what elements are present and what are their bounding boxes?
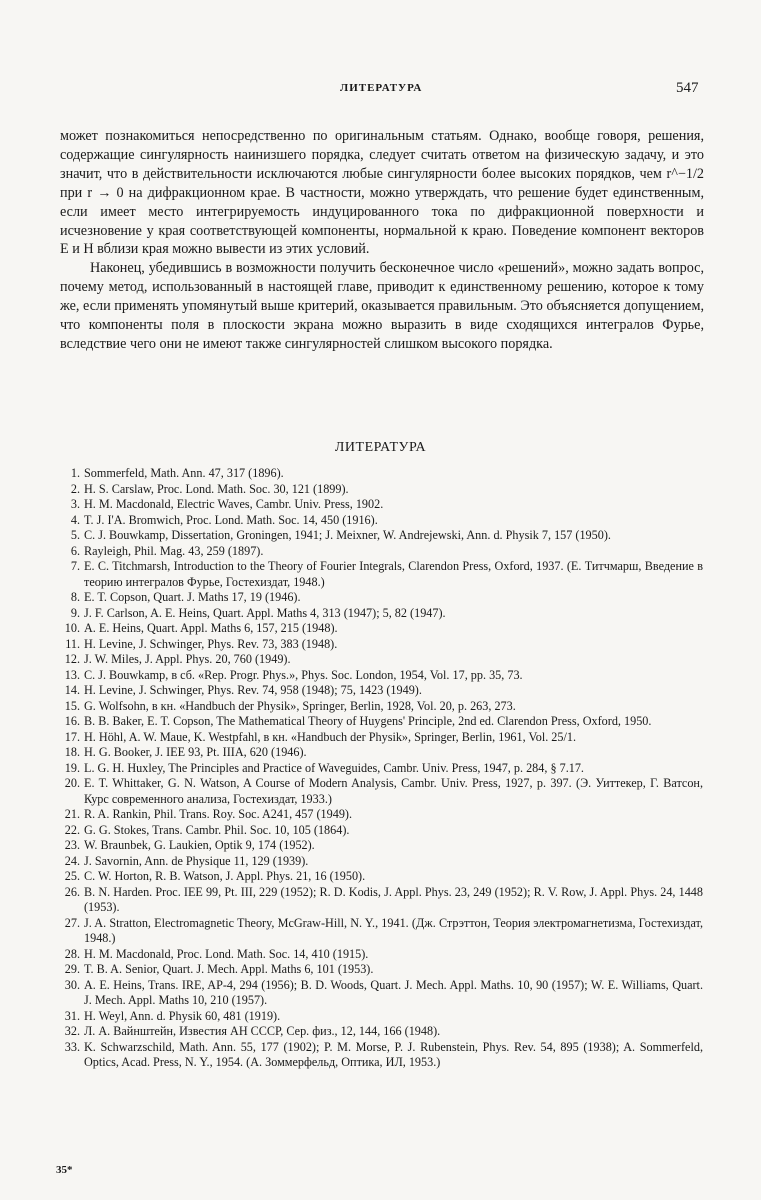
reference-number: 15. (64, 698, 80, 713)
reference-number: 5. (70, 528, 80, 542)
reference-text: J. A. Stratton, Electromagnetic Theory, McGraw-Hill, N. Y., 1941. (Дж. Стрэттон, Теория электромагнетизма, Гостехиздат, 1948.) (84, 915, 703, 945)
reference-text: C. J. Bouwkamp, в сб. «Rep. Progr. Phys.», Phys. Soc. London, 1954, Vol. 17, pp. 35, 73. (84, 667, 523, 682)
reference-number: 32. (64, 1024, 80, 1038)
reference-item (58, 823, 703, 839)
reference-item (58, 466, 703, 482)
reference-text: W. Braunbek, G. Laukien, Optik 9, 174 (1952). (84, 838, 315, 852)
reference-number: 1. (70, 466, 80, 480)
reference-text: T. B. A. Senior, Quart. J. Mech. Appl. Maths 6, 101 (1953). (84, 962, 374, 976)
reference-number: 19. (64, 760, 80, 775)
reference-item (58, 652, 703, 668)
reference-item (58, 854, 703, 870)
reference-number: 14. (64, 683, 80, 697)
reference-text: G. Wolfsohn, в кн. «Handbuch der Physik», Springer, Berlin, 1928, Vol. 20, p. 263, 273. (84, 698, 516, 713)
reference-number: 9. (70, 605, 80, 620)
reference-item (58, 513, 703, 529)
reference-text: B. N. Harden. Proc. IEE 99, Pt. III, 229 (1952); R. D. Kodis, J. Appl. Phys. 23, 249 (1952); R. V. Row, J. Appl. Phys. 24, 1448 (1953). (84, 884, 703, 914)
reference-text: E. T. Copson, Quart. J. Maths 17, 19 (1946). (84, 590, 301, 604)
reference-list (58, 466, 703, 1071)
reference-number: 12. (64, 652, 80, 666)
paragraph: может познакомиться непосредственно по оригинальным статьям. Однако, вообще говоря, решения, содержащие сингулярность наинизшего порядка, следует считать ответом на физическую задачу, и это значит, что в действительности исключаются любые сингулярности более высоких порядков, чем r^−1/2 при r → 0 на дифракционном крае. В частности, можно утверждать, что решение будет единственным, если имеет место интегрируемость индуцированного тока по дифракционной поверхности и исчезновение у края соответствующей компоненты, нормальной к краю. Поведение компонент векторов E и H вблизи края можно вывести из этих условий. (60, 128, 704, 258)
reference-number: 4. (70, 512, 80, 527)
reference-number: 11. (65, 636, 80, 651)
reference-text: Rayleigh, Phil. Mag. 43, 259 (1897). (84, 543, 264, 558)
reference-number: 28. (64, 946, 80, 961)
reference-item (58, 962, 703, 978)
reference-item (58, 621, 703, 637)
reference-item (58, 497, 703, 513)
reference-text: C. W. Horton, R. B. Watson, J. Appl. Phys. 21, 16 (1950). (84, 869, 366, 883)
reference-item (58, 559, 703, 590)
reference-text: J. Savornin, Ann. de Physique 11, 129 (1939). (84, 853, 309, 868)
reference-number: 26. (64, 884, 80, 899)
reference-number: 27. (64, 915, 80, 930)
reference-item (58, 668, 703, 684)
reference-number: 3. (70, 497, 80, 511)
reference-item (58, 776, 703, 807)
reference-item (58, 1024, 703, 1040)
reference-number: 21. (64, 807, 80, 821)
reference-item (58, 1040, 703, 1071)
reference-text: H. G. Booker, J. IEE 93, Pt. IIIA, 620 (1946). (84, 745, 307, 759)
reference-item (58, 885, 703, 916)
reference-text: G. G. Stokes, Trans. Cambr. Phil. Soc. 10, 105 (1864). (84, 822, 350, 837)
reference-item (58, 916, 703, 947)
reference-item (58, 838, 703, 854)
reference-text: J. W. Miles, J. Appl. Phys. 20, 760 (1949). (84, 652, 291, 666)
reference-text: H. Levine, J. Schwinger, Phys. Rev. 74, 958 (1948); 75, 1423 (1949). (84, 683, 422, 697)
reference-item (58, 590, 703, 606)
reference-item (58, 978, 703, 1009)
reference-item (58, 869, 703, 885)
reference-item (58, 528, 703, 544)
reference-number: 23. (64, 838, 80, 852)
reference-number: 17. (64, 729, 80, 744)
reference-text: K. Schwarzschild, Math. Ann. 55, 177 (1902); P. M. Morse, P. J. Rubenstein, Phys. Rev. 54, 895 (1938); A. Sommerfeld, Optics, Acad. Press, N. Y., 1954. (А. Зоммерфельд, Оптика, ИЛ, 1953.) (84, 1039, 703, 1069)
reference-text: R. A. Rankin, Phil. Trans. Roy. Soc. A241, 457 (1949). (84, 807, 353, 821)
reference-text: H. M. Macdonald, Electric Waves, Cambr. Univ. Press, 1902. (84, 497, 384, 511)
reference-text: H. M. Macdonald, Proc. Lond. Math. Soc. 14, 410 (1915). (84, 946, 369, 961)
reference-number: 2. (70, 481, 80, 496)
reference-number: 31. (64, 1008, 80, 1023)
reference-number: 10. (64, 621, 80, 635)
paragraph: Наконец, убедившись в возможности получить бесконечное число «решений», можно задать вопрос, почему метод, использованный в настоящей главе, приводит к единственному решению, которое к тому же, если применять упомянутый выше критерий, оказывается правильным. Это объясняется допущением, что компоненты поля в плоскости экрана можно выразить в виде сходящихся интегралов Фурье, вследствие чего они не имеют также сингулярностей слишком высокого порядка. (60, 260, 704, 352)
reference-number: 7. (70, 559, 80, 573)
reference-item (58, 637, 703, 653)
reference-number: 20. (64, 776, 80, 790)
reference-text: E. C. Titchmarsh, Introduction to the Theory of Fourier Integrals, Clarendon Press, Oxford, 1937. (Е. Титчмарш, Введение в теорию интегралов Фурье, Гостехиздат, 1948.) (84, 559, 703, 589)
reference-number: 30. (64, 977, 80, 992)
references-heading: ЛИТЕРАТУРА (334, 440, 427, 455)
reference-text: Sommerfeld, Math. Ann. 47, 317 (1896). (84, 466, 284, 480)
reference-item (58, 544, 703, 560)
signature-mark: 35* (56, 1164, 73, 1176)
reference-item (58, 699, 703, 715)
reference-text: C. J. Bouwkamp, Dissertation, Groningen, 1941; J. Meixner, W. Andrejewski, Ann. d. Physik 7, 157 (1950). (84, 528, 611, 542)
reference-text: J. F. Carlson, A. E. Heins, Quart. Appl. Maths 4, 313 (1947); 5, 82 (1947). (84, 605, 446, 620)
reference-item (58, 683, 703, 699)
reference-item (58, 730, 703, 746)
reference-text: B. B. Baker, E. T. Copson, The Mathematical Theory of Huygens' Principle, 2nd ed. Clarendon Press, Oxford, 1950. (84, 714, 652, 728)
reference-number: 29. (64, 962, 80, 976)
running-title: ЛИТЕРАТУРА (340, 82, 423, 94)
reference-number: 18. (64, 745, 80, 759)
reference-number: 6. (70, 543, 80, 558)
reference-number: 33. (64, 1039, 80, 1054)
reference-text: Л. А. Вайнштейн, Известия АН СССР, Сер. физ., 12, 144, 166 (1948). (84, 1024, 441, 1038)
reference-text: T. J. I'A. Bromwich, Proc. Lond. Math. Soc. 14, 450 (1916). (84, 512, 378, 527)
reference-item (58, 761, 703, 777)
reference-item (58, 714, 703, 730)
reference-number: 16. (64, 714, 80, 728)
reference-item (58, 947, 703, 963)
reference-text: H. Weyl, Ann. d. Physik 60, 481 (1919). (84, 1008, 281, 1023)
reference-text: A. E. Heins, Quart. Appl. Maths 6, 157, 215 (1948). (84, 621, 338, 635)
reference-text: H. Levine, J. Schwinger, Phys. Rev. 73, 383 (1948). (84, 636, 338, 651)
reference-text: H. S. Carslaw, Proc. Lond. Math. Soc. 30, 121 (1899). (84, 481, 349, 496)
reference-number: 8. (70, 590, 80, 604)
reference-item (58, 1009, 703, 1025)
page-number: 547 (676, 80, 699, 96)
body-text (60, 127, 704, 354)
reference-number: 22. (64, 822, 80, 837)
reference-text: E. T. Whittaker, G. N. Watson, A Course of Modern Analysis, Cambr. Univ. Press, 1927, p. 397. (Э. Уиттекер, Г. Ватсон, Курс современного анализа, Гостехиздат, 1933.) (84, 776, 703, 806)
reference-item (58, 745, 703, 761)
page-header (0, 80, 761, 102)
reference-number: 25. (64, 869, 80, 883)
reference-text: H. Höhl, A. W. Maue, K. Westpfahl, в кн. «Handbuch der Physik», Springer, Berlin, 1961, Vol. 25/1. (84, 729, 577, 744)
reference-item (58, 807, 703, 823)
reference-text: L. G. H. Huxley, The Principles and Practice of Waveguides, Cambr. Univ. Press, 1947, p. 284, § 7.17. (84, 760, 584, 775)
reference-number: 24. (64, 853, 80, 868)
reference-item (58, 482, 703, 498)
reference-text: A. E. Heins, Trans. IRE, AP-4, 294 (1956); B. D. Woods, Quart. J. Mech. Appl. Maths. 10, 90 (1957); W. E. Williams, Quart. J. Mech. Appl. Maths 10, 210 (1957). (84, 977, 703, 1007)
reference-number: 13. (64, 667, 80, 682)
reference-item (58, 606, 703, 622)
